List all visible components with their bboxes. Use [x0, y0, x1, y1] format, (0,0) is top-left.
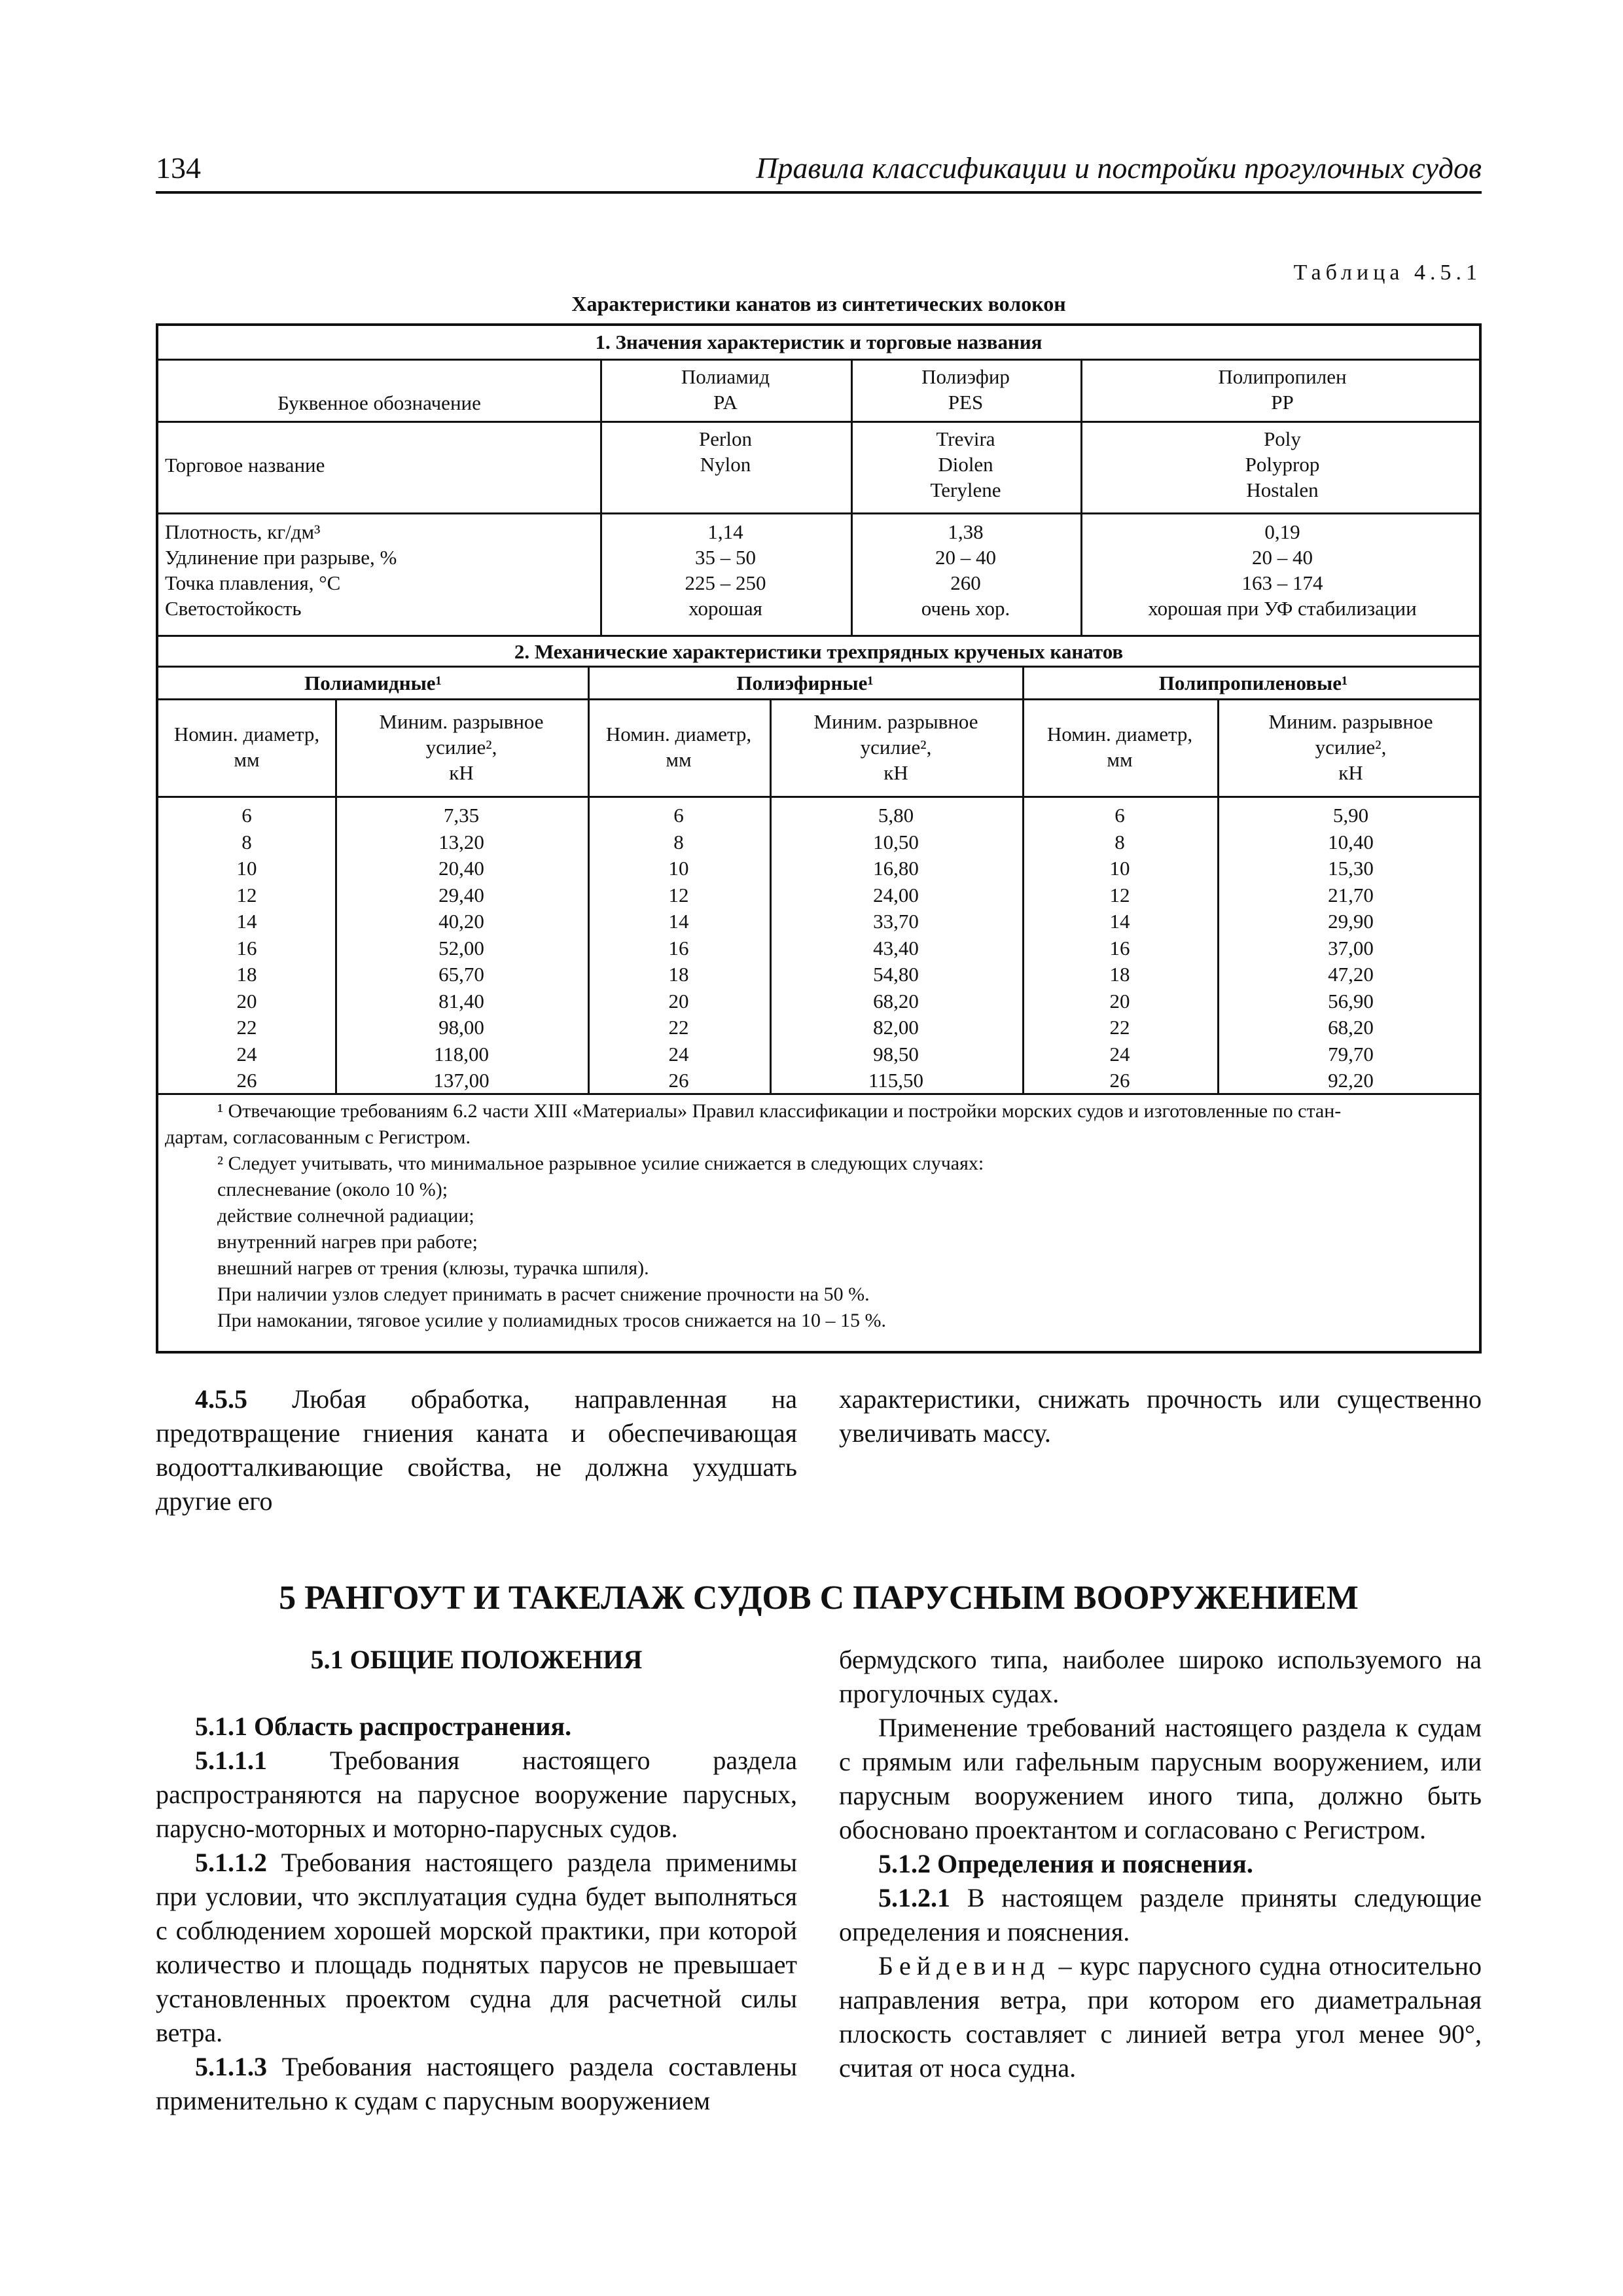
table-cell: 20	[236, 989, 257, 1013]
table-cell: 33,70	[873, 910, 919, 933]
table-cell: 115,50	[868, 1069, 924, 1092]
table-cell: 8	[673, 830, 684, 853]
table-cell: 26	[236, 1069, 257, 1092]
table-cell: 16	[668, 936, 689, 960]
table-cell: 6	[673, 804, 684, 827]
table-cell: 22	[236, 1016, 257, 1039]
table-cell: 12	[236, 883, 257, 906]
table-cell: 14	[236, 910, 257, 933]
paragraph-5-1-1-2: 5.1.1.2 Требования настоящего раздела применимы при условии, что эксплуатация судна будет выполняться с соблюдением хорошей морской практики, при которой количество и площадь поднятых парусов не превышает установленных проектом судна для расчетной силы ветра.	[156, 1848, 798, 2047]
page-number: 134	[156, 151, 201, 185]
table-cell: 26	[668, 1069, 689, 1092]
table-cell: 20	[668, 989, 689, 1013]
table-cell: 14	[668, 910, 689, 933]
group-pp: Полипропиленовые¹	[1158, 672, 1348, 694]
material-pa: Полиамид PA	[681, 365, 770, 414]
col-force-pa: Миним. разрывное усилие², кН	[379, 710, 544, 784]
material-pp: Полипропилен PP	[1218, 365, 1347, 414]
table-cell: 24	[236, 1042, 257, 1066]
table-cell: 20,40	[438, 857, 484, 880]
table-cell: 24	[668, 1042, 689, 1066]
heading-5-1-1: 5.1.1 Область распространения.	[195, 1712, 572, 1741]
table-cell: 12	[1109, 883, 1130, 906]
footnote-2-item: внешний нагрев от трения (клюзы, турачка шпиля).	[217, 1257, 649, 1279]
table-cell: 15,30	[1328, 857, 1374, 880]
table-cell: 68,20	[1328, 1016, 1374, 1039]
footnote-2-item: При наличии узлов следует принимать в расчет снижение прочности на 50 %.	[217, 1283, 870, 1305]
header-rule	[156, 191, 1482, 194]
col-diam-pa: Номин. диаметр, мм	[173, 723, 320, 771]
table-cell: 82,00	[873, 1016, 919, 1039]
table-cell: 137,00	[433, 1069, 490, 1092]
material-pes: Полиэфир PES	[921, 365, 1010, 414]
table-cell: 24	[1109, 1042, 1130, 1066]
table-cell: 10	[236, 857, 257, 880]
table-caption: Характеристики канатов из синтетических волокон	[571, 292, 1066, 315]
paragraph-right-2: Применение требований настоящего раздела к судам с прямым или гафельным парусным вооружением, или парусным вооружением иного типа, должно быть обосновано проектантом и согласовано с Регистром.	[839, 1713, 1482, 1844]
table-cell: 118,00	[433, 1042, 490, 1066]
table-cell: 8	[1115, 830, 1125, 853]
paragraph-5-1-2-1: 5.1.2.1 В настоящем разделе приняты следующие определения и пояснения.	[839, 1883, 1482, 1946]
table-cell: 18	[1109, 963, 1130, 986]
running-title: Правила классификации и постройки прогулочных судов	[756, 151, 1482, 185]
section2-title: 2. Механические характеристики трехпрядных крученых канатов	[514, 640, 1124, 663]
table-cell: 10	[668, 857, 689, 880]
trade-pp: Poly Polyprop Hostalen	[1245, 427, 1320, 501]
props-pa: 1,14 35 – 50 225 – 250 хорошая	[685, 520, 766, 620]
definition-beidewind: Бейдевинд – курс парусного судна относительно направления ветра, при котором его диаметральная плоскость составляет с линией ветра угол менее 90°, считая от носа судна.	[839, 1951, 1482, 2083]
footnote-2-item: При намокании, тяговое усилие у полиамидных тросов снижается на 10 – 15 %.	[217, 1310, 887, 1331]
table-cell: 20	[1109, 989, 1130, 1013]
table-cell: 6	[1115, 804, 1125, 827]
paragraph-right-1: бермудского типа, наиболее широко используемого на прогулочных судах.	[839, 1645, 1482, 1708]
table-cell: 54,80	[873, 963, 919, 986]
table-cell: 16	[1109, 936, 1130, 960]
table-cell: 16,80	[873, 857, 919, 880]
table-cell: 92,20	[1328, 1069, 1374, 1092]
table-cell: 26	[1109, 1069, 1130, 1092]
props-pes: 1,38 20 – 40 260 очень хор.	[921, 520, 1010, 620]
table-cell: 21,70	[1328, 883, 1374, 906]
subsection-5-1: 5.1 ОБЩИЕ ПОЛОЖЕНИЯ	[310, 1645, 643, 1674]
footnote-2-item: сплесневание (около 10 %);	[217, 1179, 448, 1200]
paragraph-4-5-5: 4.5.5 Любая обработка, направленная на предотвращение гниения каната и обеспечивающая водоотталкивающие свойства, не должна ухудшать другие его	[156, 1384, 797, 1516]
table-cell: 56,90	[1328, 989, 1374, 1013]
trade-label: Торговое название	[165, 454, 325, 476]
section-title: 5 РАНГОУТ И ТАКЕЛАЖ СУДОВ С ПАРУСНЫМ ВООРУЖЕНИЕМ	[279, 1579, 1359, 1617]
ropes-table	[156, 323, 1482, 1354]
table-cell: 14	[1109, 910, 1130, 933]
table-cell: 65,70	[438, 963, 484, 986]
table-cell: 24,00	[873, 883, 919, 906]
props-pp: 0,19 20 – 40 163 – 174 хорошая при УФ стабилизации	[1148, 520, 1417, 620]
table-cell: 98,50	[873, 1042, 919, 1066]
section1-title: 1. Значения характеристик и торговые названия	[595, 331, 1043, 353]
force-pes-col	[770, 802, 1022, 1094]
table-cell: 10	[1109, 857, 1130, 880]
table-label: Таблица 4.5.1	[1293, 260, 1482, 285]
table-cell: 68,20	[873, 989, 919, 1013]
table-cell: 43,40	[873, 936, 919, 960]
table-cell: 5,80	[878, 804, 914, 827]
footnote-1a: ¹ Отвечающие требованиям 6.2 части XIII «Материалы» Правил классификации и постройки морских судов и изготовленные по стан-	[217, 1100, 1342, 1122]
table-cell: 52,00	[438, 936, 484, 960]
diam-pes-col	[588, 802, 770, 1094]
paragraph-5-1-1-1: 5.1.1.1 Требования настоящего раздела распространяются на парусное вооружение парусных, парусно-моторных и моторно-парусных судов.	[156, 1746, 797, 1843]
paragraph-4-5-5-cont: характеристики, снижать прочность или существенно увеличивать массу.	[839, 1384, 1482, 1448]
diam-pp-col	[1022, 802, 1217, 1094]
table-cell: 5,90	[1332, 804, 1369, 827]
force-pa-col	[335, 802, 588, 1094]
table-cell: 47,20	[1328, 963, 1374, 986]
force-pp-col	[1217, 802, 1484, 1094]
table-cell: 13,20	[438, 830, 484, 853]
table-cell: 98,00	[438, 1016, 484, 1039]
footnote-2: ² Следует учитывать, что минимальное разрывное усилие снижается в следующих случаях:	[217, 1153, 984, 1174]
table-cell: 40,20	[438, 910, 484, 933]
group-pes: Полиэфирные¹	[736, 672, 874, 694]
group-pa: Полиамидные¹	[304, 672, 442, 694]
paragraph-5-1-1-3: 5.1.1.3 Требования настоящего раздела составлены применительно к судам с парусным вооружением	[156, 2052, 798, 2115]
table-cell: 37,00	[1328, 936, 1374, 960]
col-diam-pes: Номин. диаметр, мм	[605, 723, 752, 771]
trade-pes: Trevira Diolen Terylene	[930, 427, 1001, 501]
table-cell: 22	[1109, 1016, 1130, 1039]
table-cell: 6	[241, 804, 252, 827]
table-cell: 81,40	[438, 989, 484, 1013]
col-force-pes: Миним. разрывное усилие², кН	[813, 710, 978, 784]
col-diam-pp: Номин. диаметр, мм	[1046, 723, 1193, 771]
trade-pa: Perlon Nylon	[699, 427, 752, 476]
table-cell: 10,40	[1328, 830, 1374, 853]
table-cell: 16	[236, 936, 257, 960]
table-cell: 7,35	[443, 804, 480, 827]
table-cell: 10,50	[873, 830, 919, 853]
table-cell: 8	[241, 830, 252, 853]
heading-5-1-2: 5.1.2 Определения и пояснения.	[878, 1849, 1253, 1878]
letter-label: Буквенное обозначение	[277, 391, 481, 414]
table-cell: 29,90	[1328, 910, 1374, 933]
col-force-pp: Миним. разрывное усилие², кН	[1268, 710, 1433, 784]
footnote-2-item: действие солнечной радиации;	[217, 1205, 474, 1227]
table-cell: 79,70	[1328, 1042, 1374, 1066]
property-labels: Плотность, кг/дм³ Удлинение при разрыве, % Точка плавления, °C Светостойкость	[165, 520, 397, 620]
table-cell: 29,40	[438, 883, 484, 906]
table-cell: 18	[668, 963, 689, 986]
footnote-2-item: внутренний нагрев при работе;	[217, 1231, 478, 1253]
footnote-1b: дартам, согласованным с Регистром.	[165, 1126, 471, 1148]
table-cell: 18	[236, 963, 257, 986]
table-cell: 12	[668, 883, 689, 906]
diam-pa-col	[158, 802, 335, 1094]
table-cell: 22	[668, 1016, 689, 1039]
